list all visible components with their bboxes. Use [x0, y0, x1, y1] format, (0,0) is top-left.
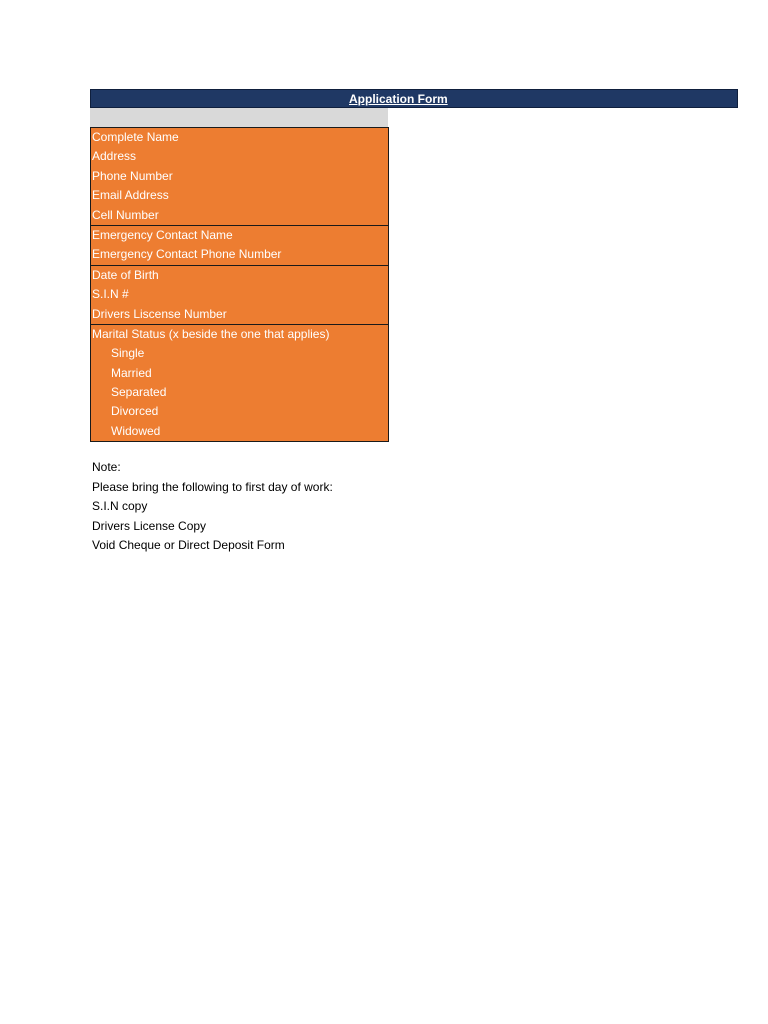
field-date-of-birth[interactable]: Date of Birth — [92, 267, 159, 282]
option-divorced[interactable]: Divorced — [111, 404, 159, 419]
option-single[interactable]: Single — [111, 346, 145, 361]
field-phone-number[interactable]: Phone Number — [92, 168, 173, 183]
option-widowed[interactable]: Widowed — [111, 423, 161, 438]
field-marital-status: Marital Status (x beside the one that applies) — [92, 326, 330, 341]
note-line: S.I.N copy — [92, 499, 148, 513]
application-form-table — [90, 127, 389, 442]
blank-row — [90, 108, 388, 127]
note-label: Note: — [92, 460, 121, 474]
note-line: Void Cheque or Direct Deposit Form — [92, 538, 285, 552]
group-personal-info — [91, 128, 388, 225]
group-identification — [91, 265, 388, 324]
option-separated[interactable]: Separated — [111, 385, 167, 400]
group-emergency-contact — [91, 225, 388, 265]
field-address[interactable]: Address — [92, 149, 137, 164]
field-emergency-contact-phone[interactable]: Emergency Contact Phone Number — [92, 247, 282, 262]
header-bar — [90, 89, 738, 108]
field-complete-name[interactable]: Complete Name — [92, 130, 179, 144]
option-married[interactable]: Married — [111, 365, 152, 380]
field-drivers-license-number[interactable]: Drivers Liscense Number — [92, 306, 227, 321]
field-emergency-contact-name[interactable]: Emergency Contact Name — [92, 227, 233, 242]
note-line: Drivers License Copy — [92, 518, 207, 533]
field-email-address[interactable]: Email Address — [92, 188, 169, 203]
form-title: Application Form — [349, 92, 448, 106]
note-line: Please bring the following to first day of work: — [92, 479, 333, 494]
notes-section — [92, 458, 333, 556]
field-sin[interactable]: S.I.N # — [92, 287, 129, 302]
field-cell-number[interactable]: Cell Number — [92, 207, 159, 222]
group-marital-status — [91, 324, 388, 441]
